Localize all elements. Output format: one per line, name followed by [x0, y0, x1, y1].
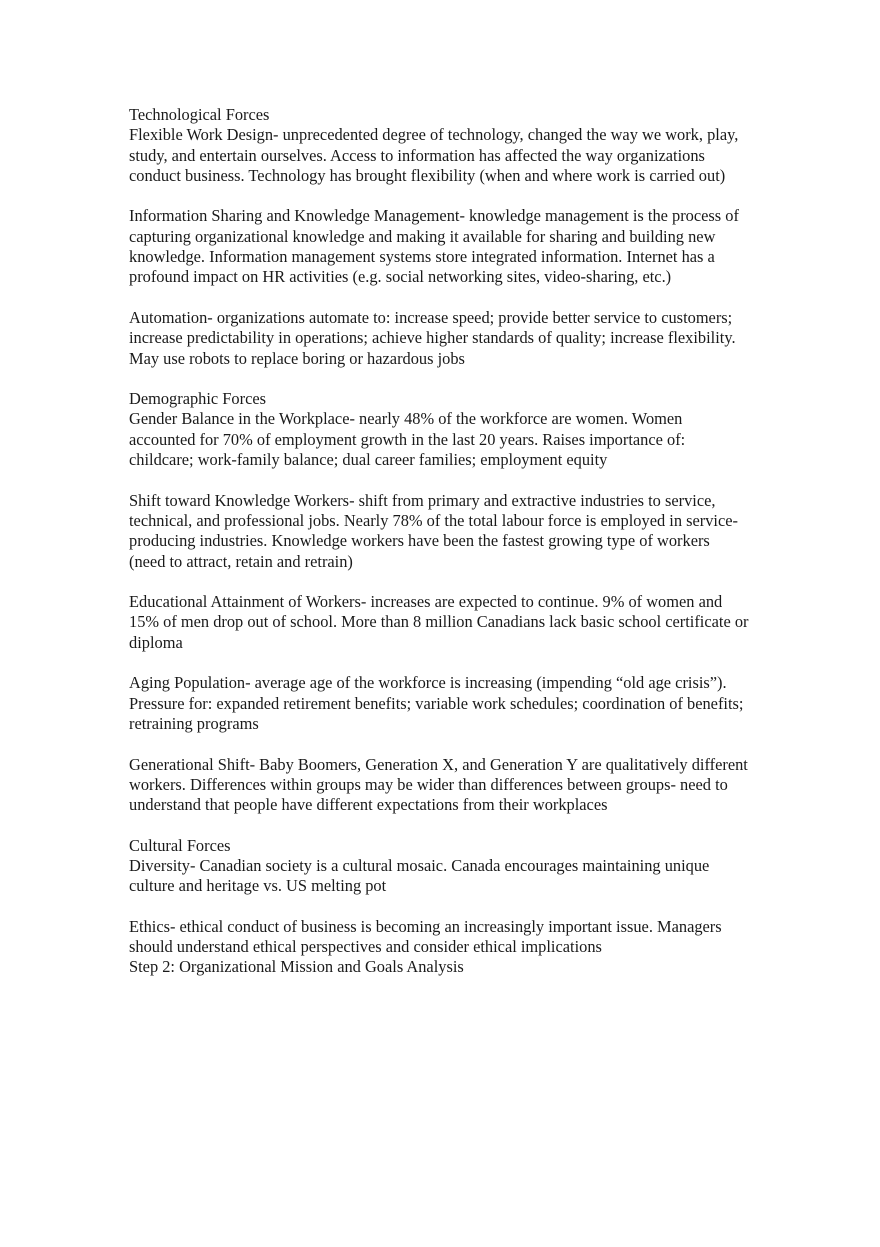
step-2-heading: Step 2: Organizational Mission and Goals Analysis — [129, 957, 464, 977]
paragraph-flexible-work-design: Flexible Work Design- unprecedented degree of technology, changed the way we work, play, study, and entertain ourselves. Access to information has affected the way organizations conduct business. Technology has brought flexibility (when and where work is carried out) — [129, 125, 739, 185]
section-heading-technological-forces: Technological Forces — [129, 105, 270, 124]
paragraph-ethics: Ethics- ethical conduct of business is becoming an increasingly important issue. Managers should understand ethical perspectives and consider ethical implications — [129, 916, 722, 957]
paragraph-diversity: Diversity- Canadian society is a cultural mosaic. Canada encourages maintaining unique culture and heritage vs. US melting pot — [129, 855, 710, 896]
paragraph-educational-attainment: Educational Attainment of Workers- increases are expected to continue. 9% of women and 15% of men drop out of school. More than 8 million Canadians lack basic school certificate or diploma — [129, 592, 749, 652]
paragraph-spacer — [129, 470, 749, 490]
section-heading-demographic-forces: Demographic Forces — [129, 389, 266, 409]
paragraph-information-sharing: Information Sharing and Knowledge Management- knowledge management is the process of capturing organizational knowledge and making it available for sharing and building new knowledge. Information management systems store integrated information. Internet has a profound impact on HR activities (e.g. social networking sites, video-sharing, etc.) — [129, 206, 739, 287]
paragraph-spacer — [129, 653, 749, 673]
paragraph-automation: Automation- organizations automate to: increase speed; provide better service to customers; increase predictability in operations; achieve higher standards of quality; increase flexibility. May use robots to replace boring or hazardous jobs — [129, 307, 736, 368]
document-body — [129, 105, 749, 978]
paragraph-spacer — [129, 369, 749, 389]
paragraph-gender-balance: Gender Balance in the Workplace- nearly 48% of the workforce are women. Women accounted for 70% of employment growth in the last 20 years. Raises importance of: childcare; work-family balance; dual career families; employment equity — [129, 409, 686, 470]
paragraph-spacer — [129, 288, 749, 308]
paragraph-generational-shift: Generational Shift- Baby Boomers, Generation X, and Generation Y are qualitatively different workers. Differences within groups may be wider than differences between groups- need to understand that people have different expectations from their workplaces — [129, 754, 748, 815]
paragraph-aging-population: Aging Population- average age of the workforce is increasing (impending “old age crisis”). Pressure for: expanded retirement benefits; variable work schedules; coordination of benefits; retraining programs — [129, 673, 744, 733]
paragraph-spacer — [129, 572, 749, 592]
paragraph-spacer — [129, 897, 749, 917]
paragraph-spacer — [129, 815, 749, 835]
paragraph-spacer — [129, 734, 749, 754]
paragraph-knowledge-workers: Shift toward Knowledge Workers- shift from primary and extractive industries to service, technical, and professional jobs. Nearly 78% of the total labour force is employed in service-producing industries. Knowledge workers have been the fastest growing type of workers (need to attract, retain and retrain) — [129, 490, 738, 571]
paragraph-spacer — [129, 186, 749, 206]
section-heading-cultural-forces: Cultural Forces — [129, 835, 231, 855]
